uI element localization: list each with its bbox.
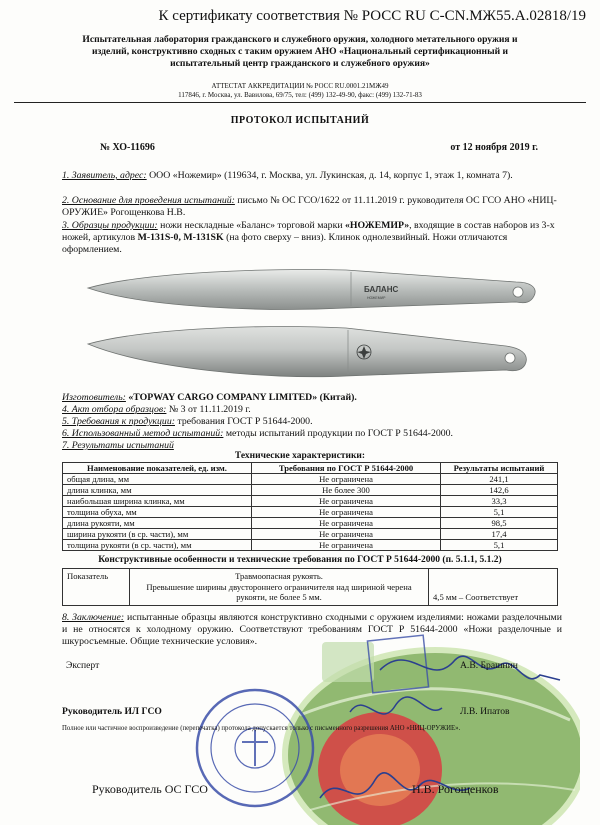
item-text: ООО «Ножемир» (119634, г. Москва, ул. Лукинская, д. 14, корпус 1, этаж 1, комната 7). xyxy=(149,170,513,181)
table-cell: Показатель xyxy=(63,569,130,606)
table-row xyxy=(63,518,558,529)
table-cell: 33,3 xyxy=(441,496,558,507)
table-cell: Не ограничена xyxy=(252,496,441,507)
table-cell: наибольшая ширина клинка, мм xyxy=(63,496,252,507)
item-label: 2. Основание для проведения испытаний: xyxy=(62,195,235,206)
table-cell: 5,1 xyxy=(441,540,558,551)
item-applicant xyxy=(62,170,562,182)
item-requirements xyxy=(62,416,562,428)
knives-photo xyxy=(86,268,556,388)
item-text: «TOPWAY CARGO COMPANY LIMITED» (Китай). xyxy=(128,392,357,403)
table-row xyxy=(63,507,558,518)
tech-table-title: Технические характеристики: xyxy=(234,451,366,461)
table-row xyxy=(63,496,558,507)
table-cell: Не ограничена xyxy=(252,518,441,529)
item-text: ножи нескладные «Баланс» торговой марки xyxy=(160,220,343,231)
item-manufacturer xyxy=(62,392,562,404)
item-label: 8. Заключение: xyxy=(62,612,125,623)
item-label: 5. Требования к продукции: xyxy=(62,416,175,427)
item-text: письмо № ОС ГСО/1622 от 11.11.2019 г. руководителя ОС ГСО АНО «НИЦ-ОРУЖИЕ» Рогощенкова Н.В. xyxy=(62,195,557,218)
lab-line: изделий, конструктивно сходных с таким оружием АНО «Национальный сертификационный и xyxy=(91,46,509,57)
item-samples xyxy=(62,220,562,255)
requirement-text: Превышение ширины двустороннего ограничителя над шириной черена рукояти, не более 5 мм. xyxy=(146,581,412,602)
table-row xyxy=(63,485,558,496)
item-label: 4. Акт отбора образцов: xyxy=(62,404,167,415)
table-cell: Не более 300 xyxy=(252,485,441,496)
conclusion-text: испытанные образцы являются конструктивно сходными с оружием изделиями: ножами разделочными и не относятся к холодному оружию. Соответствуют требованиям ГОСТ Р 51644-2000 «Ножи разделочные и шкуросъемные. Общие технические условия». xyxy=(62,612,562,647)
table-cell: 142,6 xyxy=(441,485,558,496)
item-label: 6. Использованный метод испытаний: xyxy=(62,428,224,439)
tech-characteristics-table xyxy=(62,462,558,551)
stamps-and-hologram xyxy=(180,620,580,825)
table-cell: 4,5 мм – Соответствует xyxy=(429,569,558,606)
table-header-cell: Наименование показателей, ед. изм. xyxy=(63,463,252,474)
accreditation-info xyxy=(0,82,600,100)
table-row xyxy=(63,474,558,485)
item-label: 3. Образцы продукции: xyxy=(62,220,158,231)
table-cell: Не ограничена xyxy=(252,474,441,485)
table-row xyxy=(63,569,558,606)
header-divider xyxy=(14,102,586,103)
expert-label: Эксперт xyxy=(66,660,100,671)
os-head-label: Руководитель ОС ГСО xyxy=(92,782,208,796)
knife-mark: БАЛАНС xyxy=(364,285,399,294)
item-sampling-act xyxy=(62,404,562,416)
table-cell: 98,5 xyxy=(441,518,558,529)
lab-line: Испытательная лаборатория гражданского и служебного оружия, холодного метательного оружия и xyxy=(82,34,518,45)
reproduction-notice: Полное или частичное воспроизведение (перепечатка) протокола допускается только с письменного разрешения АНО «НИЦ-ОРУЖИЕ». xyxy=(62,725,461,732)
table-cell: Не ограничена xyxy=(252,540,441,551)
head-name: Л.В. Ипатов xyxy=(460,706,510,717)
certificate-reference: К сертификату соответствия № РОСС RU С-CN.МЖ55.А.02818/19 xyxy=(158,8,586,24)
item-text: , входящие в состав наборов из 3-х ножей, артикулов xyxy=(62,220,555,243)
item-label: 1. Заявитель, адрес: xyxy=(62,170,147,181)
table-cell: 5,1 xyxy=(441,507,558,518)
table-cell xyxy=(130,569,429,606)
item-label: Изготовитель: xyxy=(62,392,126,403)
protocol-date: от 12 ноября 2019 г. xyxy=(450,142,538,153)
design-requirements-table xyxy=(62,568,558,606)
os-head-name: Н.В. Рогощенков xyxy=(412,782,499,796)
laboratory-name xyxy=(50,34,550,70)
item-text: требования ГОСТ Р 51644-2000. xyxy=(177,416,313,427)
knife-top xyxy=(88,270,535,310)
table-cell: толщина рукояти (в ср. части), мм xyxy=(63,540,252,551)
table-cell: Не ограничена xyxy=(252,529,441,540)
item-text: № 3 от 11.11.2019 г. xyxy=(168,404,251,415)
item-method xyxy=(62,428,562,440)
article-numbers: М-131S-0, М-131SK xyxy=(137,231,224,243)
item-text: методы испытаний продукции по ГОСТ Р 51644-2000. xyxy=(225,428,453,439)
table-header-cell: Результаты испытаний xyxy=(441,463,558,474)
table-cell: 241,1 xyxy=(441,474,558,485)
attest-line: АТТЕСТАТ АККРЕДИТАЦИИ № РОСС RU.0001.21МЖ49 xyxy=(211,82,389,90)
table-cell: общая длина, мм xyxy=(63,474,252,485)
brand-name: «НОЖЕМИР» xyxy=(345,220,410,231)
item-text: (на фото сверху – вниз). Клинок однолезвийный. Ножи отличаются оформлением. xyxy=(62,231,508,255)
knife-submark: НОЖЕМИР xyxy=(367,296,386,300)
table-row xyxy=(63,529,558,540)
table-cell: 17,4 xyxy=(441,529,558,540)
table-cell: Не ограничена xyxy=(252,507,441,518)
table-cell: длина рукояти, мм xyxy=(63,518,252,529)
table-cell: длина клинка, мм xyxy=(63,485,252,496)
requirement-text: Травмоопасная рукоять. xyxy=(235,571,323,581)
item-basis xyxy=(62,195,562,219)
attest-line: 117846, г. Москва, ул. Вавилова, 69/75, тел: (499) 132-49-90, факс: (499) 132-71-83 xyxy=(178,91,422,99)
design-table-title: Конструктивные особенности и технические требования по ГОСТ Р 51644-2000 (п. 5.1.1, 5.1.2) xyxy=(98,555,502,565)
table-cell: ширина рукояти (в ср. части), мм xyxy=(63,529,252,540)
table-cell: толщина обуха, мм xyxy=(63,507,252,518)
knife-bottom xyxy=(88,327,526,377)
table-header-row xyxy=(63,463,558,474)
table-header-cell: Требования по ГОСТ Р 51644-2000 xyxy=(252,463,441,474)
protocol-number: № ХО-11696 xyxy=(100,142,155,153)
item-label: 7. Результаты испытаний xyxy=(62,440,174,451)
expert-name: А.В. Брашнин xyxy=(460,660,518,671)
lab-line: испытательный центр гражданского и служебного оружия» xyxy=(170,58,430,69)
head-label: Руководитель ИЛ ГСО xyxy=(62,706,162,717)
table-row xyxy=(63,540,558,551)
protocol-title: ПРОТОКОЛ ИСПЫТАНИЙ xyxy=(230,115,370,126)
